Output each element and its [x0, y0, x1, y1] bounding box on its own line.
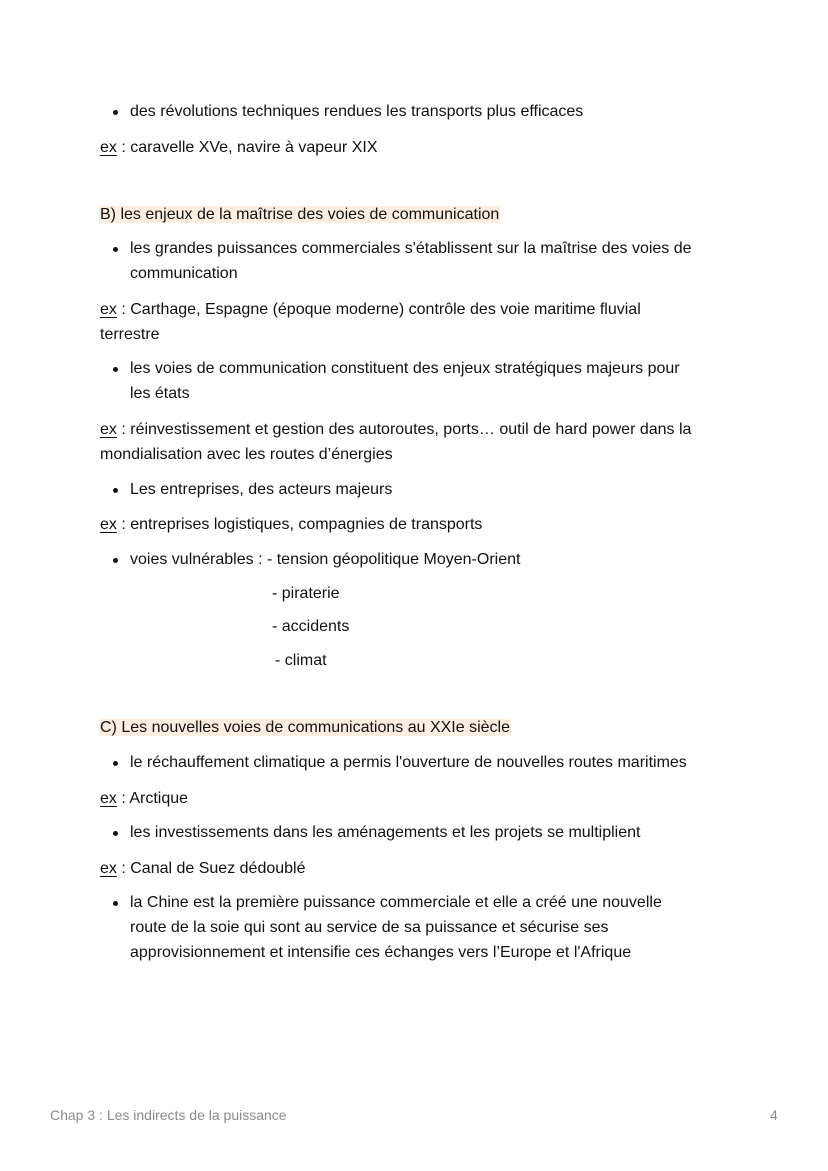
- example-6: [100, 856, 306, 881]
- heading-b-text: B) les enjeux de la maîtrise des voies de communication: [100, 206, 500, 223]
- bullet-transport: des révolutions techniques rendues les transports plus efficaces: [130, 103, 584, 120]
- bullet-b2-line1: les voies de communication constituent des enjeux stratégiques majeurs pour: [130, 360, 680, 377]
- bullet-c3-line2: route de la soie qui sont au service de sa puissance et sécurise ses: [130, 919, 609, 936]
- bullet-b4: voies vulnérables : - tension géopolitique Moyen-Orient: [130, 551, 521, 568]
- example-4: [100, 512, 482, 537]
- example-label: ex: [100, 860, 117, 877]
- example-text: : caravelle XVe, navire à vapeur XIX: [116, 139, 378, 156]
- example-label: ex: [100, 516, 117, 533]
- bullet-dot: [113, 761, 118, 766]
- example-text: : Carthage, Espagne (époque moderne) contrôle des voie maritime fluvial: [116, 301, 641, 318]
- example-text: : Canal de Suez dédoublé: [116, 860, 306, 877]
- section-heading-b: [99, 202, 500, 227]
- bullet-dot: [113, 247, 118, 252]
- bullet-dot: [113, 558, 118, 563]
- example-2-line2: terrestre: [100, 326, 160, 343]
- bullet-c3-line3: approvisionnement et intensifie ces échanges vers l’Europe et l'Afrique: [130, 944, 632, 961]
- bullet-dot: [113, 367, 118, 372]
- bullet-dot: [113, 110, 118, 115]
- example-label: ex: [100, 301, 117, 318]
- example-text: : Arctique: [116, 790, 189, 807]
- vulnerability-item: - climat: [275, 652, 327, 669]
- vulnerability-item: - piraterie: [272, 585, 340, 602]
- example-text: : réinvestissement et gestion des autoroutes, ports… outil de hard power dans la: [116, 421, 692, 438]
- bullet-b3: Les entreprises, des acteurs majeurs: [130, 481, 393, 498]
- footer-page-number: 4: [770, 1107, 778, 1123]
- example-3-line2: mondialisation avec les routes d’énergies: [100, 446, 393, 463]
- section-heading-c: [99, 715, 511, 740]
- bullet-dot: [113, 831, 118, 836]
- vulnerability-item: - accidents: [272, 618, 350, 635]
- bullet-dot: [113, 488, 118, 493]
- example-5: [100, 786, 188, 811]
- bullet-c1: le réchauffement climatique a permis l'ouverture de nouvelles routes maritimes: [130, 754, 687, 771]
- example-2-line1: [100, 297, 641, 322]
- heading-c-text: C) Les nouvelles voies de communications au XXIe siècle: [100, 719, 510, 736]
- bullet-b1-line2: communication: [130, 265, 238, 282]
- example-1: [100, 135, 378, 160]
- example-3-line1: [100, 417, 691, 442]
- footer-chapter-title: Chap 3 : Les indirects de la puissance: [50, 1107, 287, 1123]
- bullet-b1-line1: les grandes puissances commerciales s'établissent sur la maîtrise des voies de: [130, 240, 692, 257]
- example-text: : entreprises logistiques, compagnies de transports: [116, 516, 483, 533]
- example-label: ex: [100, 139, 117, 156]
- example-label: ex: [100, 790, 117, 807]
- bullet-c2: les investissements dans les aménagements et les projets se multiplient: [130, 824, 641, 841]
- example-label: ex: [100, 421, 117, 438]
- bullet-c3-line1: la Chine est la première puissance commerciale et elle a créé une nouvelle: [130, 894, 662, 911]
- bullet-b2-line2: les états: [130, 385, 190, 402]
- bullet-dot: [113, 901, 118, 906]
